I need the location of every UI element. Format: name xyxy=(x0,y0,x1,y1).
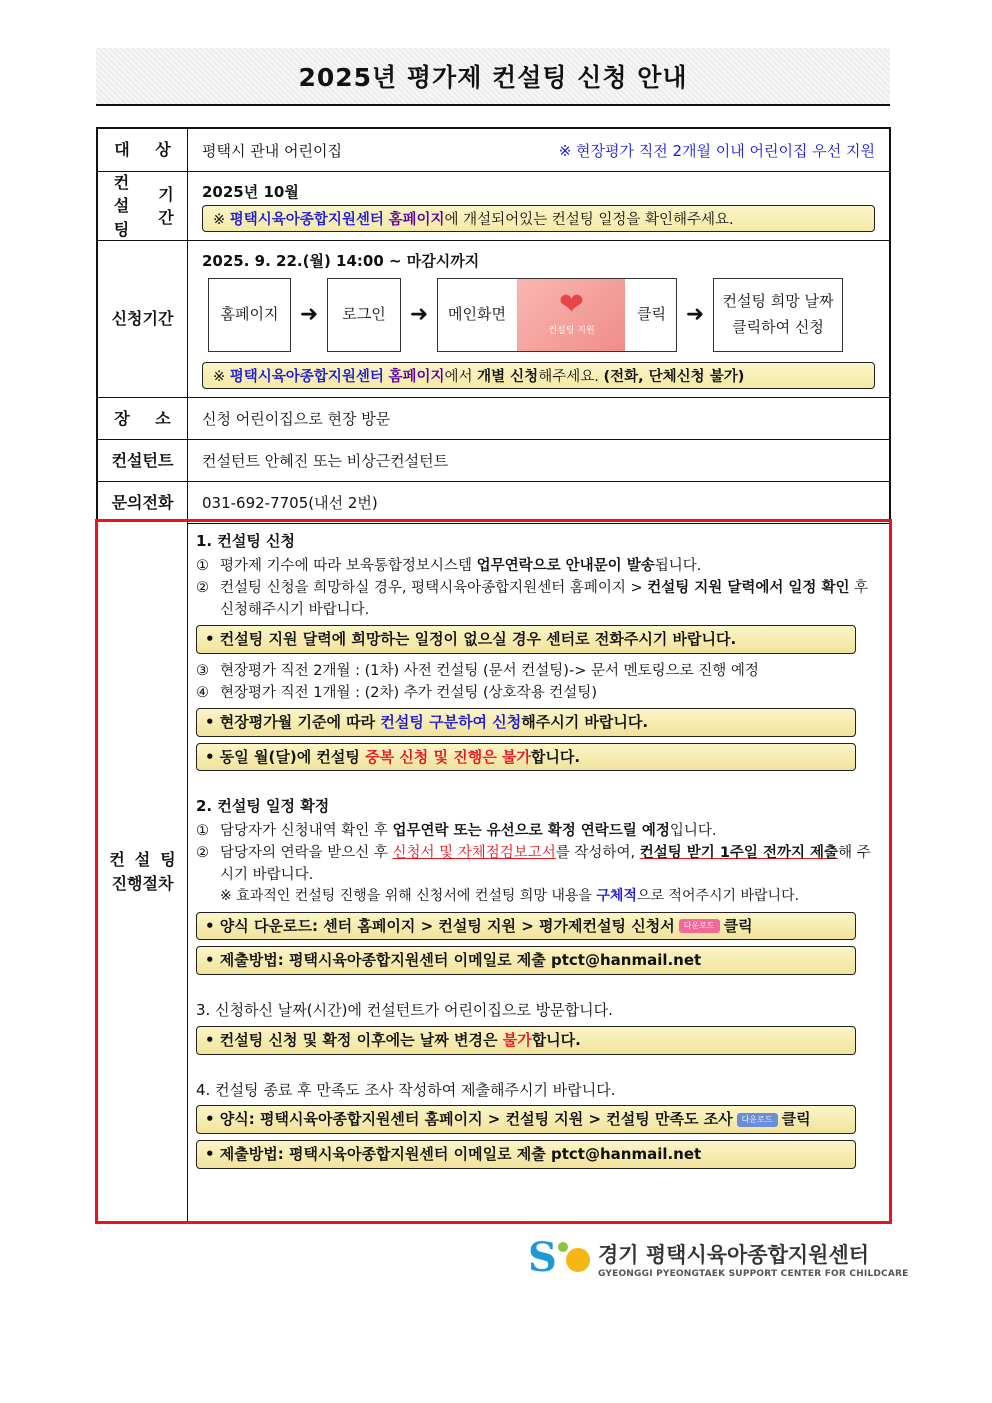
note-box: • 컨설팅 지원 달력에 희망하는 일정이 없으실 경우 센터로 전화주시기 바랍니다. xyxy=(196,625,856,654)
section-1-title: 1. 컨설팅 신청 xyxy=(196,532,296,550)
arrow-right-icon: ➜ xyxy=(299,302,319,327)
heart-hands-icon: ❤ xyxy=(558,286,585,322)
step-main: 메인화면 ❤ 컨설팅 지원 클릭 xyxy=(437,278,677,352)
list-item: ④ 현장평가 직전 1개월 : (2차) 추가 컨설팅 (상호작용 컨설팅) xyxy=(196,684,597,701)
row-period xyxy=(98,172,889,241)
period-text: 2025년 10월 xyxy=(202,182,299,201)
page-title: 2025년 평가제 컨설팅 신청 안내 xyxy=(96,48,890,106)
apply-flow xyxy=(208,278,875,352)
note-box: • 컨설팅 신청 및 확정 이후에는 날짜 변경은 불가합니다. xyxy=(196,1026,856,1055)
arrow-right-icon: ➜ xyxy=(409,302,429,327)
center-logo-icon: S xyxy=(528,1238,598,1280)
step-login: 로그인 xyxy=(327,278,401,352)
row-target xyxy=(98,129,889,172)
target-text: 평택시 관내 어린이집 xyxy=(202,141,342,160)
list-item: ① 평가제 기수에 따라 보육통합정보시스템 업무연락으로 안내문이 발송됩니다. xyxy=(196,557,702,574)
download-badge[interactable]: 다운로드 xyxy=(679,919,720,933)
list-item: ① 담당자가 신청내역 확인 후 업무연락 또는 유선으로 확정 연락드릴 예정입니다. xyxy=(196,823,717,840)
apply-label: 신청기간 xyxy=(98,241,188,397)
footer-logo xyxy=(528,1234,909,1281)
target-note: ※ 현장평가 직전 2개월 이내 어린이집 우선 지원 xyxy=(558,141,875,160)
download-badge[interactable]: 다운로드 xyxy=(737,1113,778,1127)
apply-note: ※ 평택시육아종합지원센터 홈페이지에서 개별 신청해주세요. (전화, 단체신청 불가) xyxy=(202,362,875,389)
note-box: • 양식 다운로드: 센터 홈페이지 > 컨설팅 지원 > 평가제컨설팅 신청서 다운로드 클릭 xyxy=(196,912,856,941)
step-select-date: 컨설팅 희망 날짜 클릭하여 신청 xyxy=(713,278,843,352)
tip-note: ※ 효과적인 컨설팅 진행을 위해 신청서에 컨설팅 희망 내용을 구체적으로 적어주시기 바랍니다. xyxy=(220,888,800,905)
section-3-title: 3. 신청하신 날짜(시간)에 컨설턴트가 어린이집으로 방문합니다. xyxy=(196,1001,613,1020)
row-apply xyxy=(98,241,889,398)
note-box: • 양식: 평택시육아종합지원센터 홈페이지 > 컨설팅 지원 > 컨설팅 만족도 조사 다운로드 클릭 xyxy=(196,1105,856,1134)
consultant-text: 컨설턴트 안혜진 또는 비상근컨설턴트 xyxy=(202,452,449,470)
row-consultant xyxy=(98,440,889,482)
section-4-title: 4. 컨설팅 종료 후 만족도 조사 작성하여 제출해주시기 바랍니다. xyxy=(196,1080,616,1099)
list-item: ② 컨설팅 신청을 희망하실 경우, 평택시육아종합지원센터 홈페이지 > 컨설팅 지원 달력에서 일정 확인 후 신청해주시기 바랍니다. xyxy=(196,579,869,618)
consulting-support-image: ❤ 컨설팅 지원 xyxy=(517,279,625,351)
period-label: 컨설팅 기 간 xyxy=(98,172,188,240)
phone-label: 문의전화 xyxy=(98,482,188,523)
step-homepage: 홈페이지 xyxy=(208,278,291,352)
footer-name-en: GYEONGGI PYEONGTAEK SUPPORT CENTER FOR CHILDCARE xyxy=(598,1269,909,1279)
note-box: • 제출방법: 평택시육아종합지원센터 이메일로 제출 ptct@hanmail.net xyxy=(196,946,856,975)
info-table xyxy=(96,127,891,524)
apply-date: 2025. 9. 22.(월) 14:00 ~ 마감시까지 xyxy=(202,251,480,270)
row-phone xyxy=(98,482,889,524)
arrow-right-icon: ➜ xyxy=(685,302,705,327)
procedure-content xyxy=(188,522,889,1221)
footer-name-ko: 경기 평택시육아종합지원센터 xyxy=(598,1243,870,1267)
note-box: • 동일 월(달)에 컨설팅 중복 신청 및 진행은 불가합니다. xyxy=(196,743,856,772)
list-item: ③ 현장평가 직전 2개월 : (1차) 사전 컨설팅 (문서 컨설팅)-> 문서 멘토링으로 진행 예정 xyxy=(196,662,759,679)
list-item: ② 담당자의 연락을 받으신 후 신청서 및 자체점검보고서를 작성하여, 컨설팅 받기 1주일 전까지 제출해 주시기 바랍니다. xyxy=(196,845,871,884)
row-place xyxy=(98,398,889,440)
target-label: 대 상 xyxy=(98,129,188,171)
place-label: 장 소 xyxy=(98,398,188,439)
period-note: ※ 평택시육아종합지원센터 홈페이지에 개설되어있는 컨설팅 일정을 확인해주세요. xyxy=(202,205,875,232)
note-box: • 제출방법: 평택시육아종합지원센터 이메일로 제출 ptct@hanmail.net xyxy=(196,1140,856,1169)
consultant-label: 컨설턴트 xyxy=(98,440,188,481)
place-text: 신청 어린이집으로 현장 방문 xyxy=(202,410,391,428)
phone-text: 031-692-7705(내선 2번) xyxy=(202,494,378,512)
note-box: • 현장평가월 기준에 따라 컨설팅 구분하여 신청해주시기 바랍니다. xyxy=(196,708,856,737)
procedure-label: 컨설팅 진행절차 xyxy=(98,522,188,1221)
section-2-title: 2. 컨설팅 일정 확정 xyxy=(196,797,330,816)
procedure-section xyxy=(95,519,892,1224)
